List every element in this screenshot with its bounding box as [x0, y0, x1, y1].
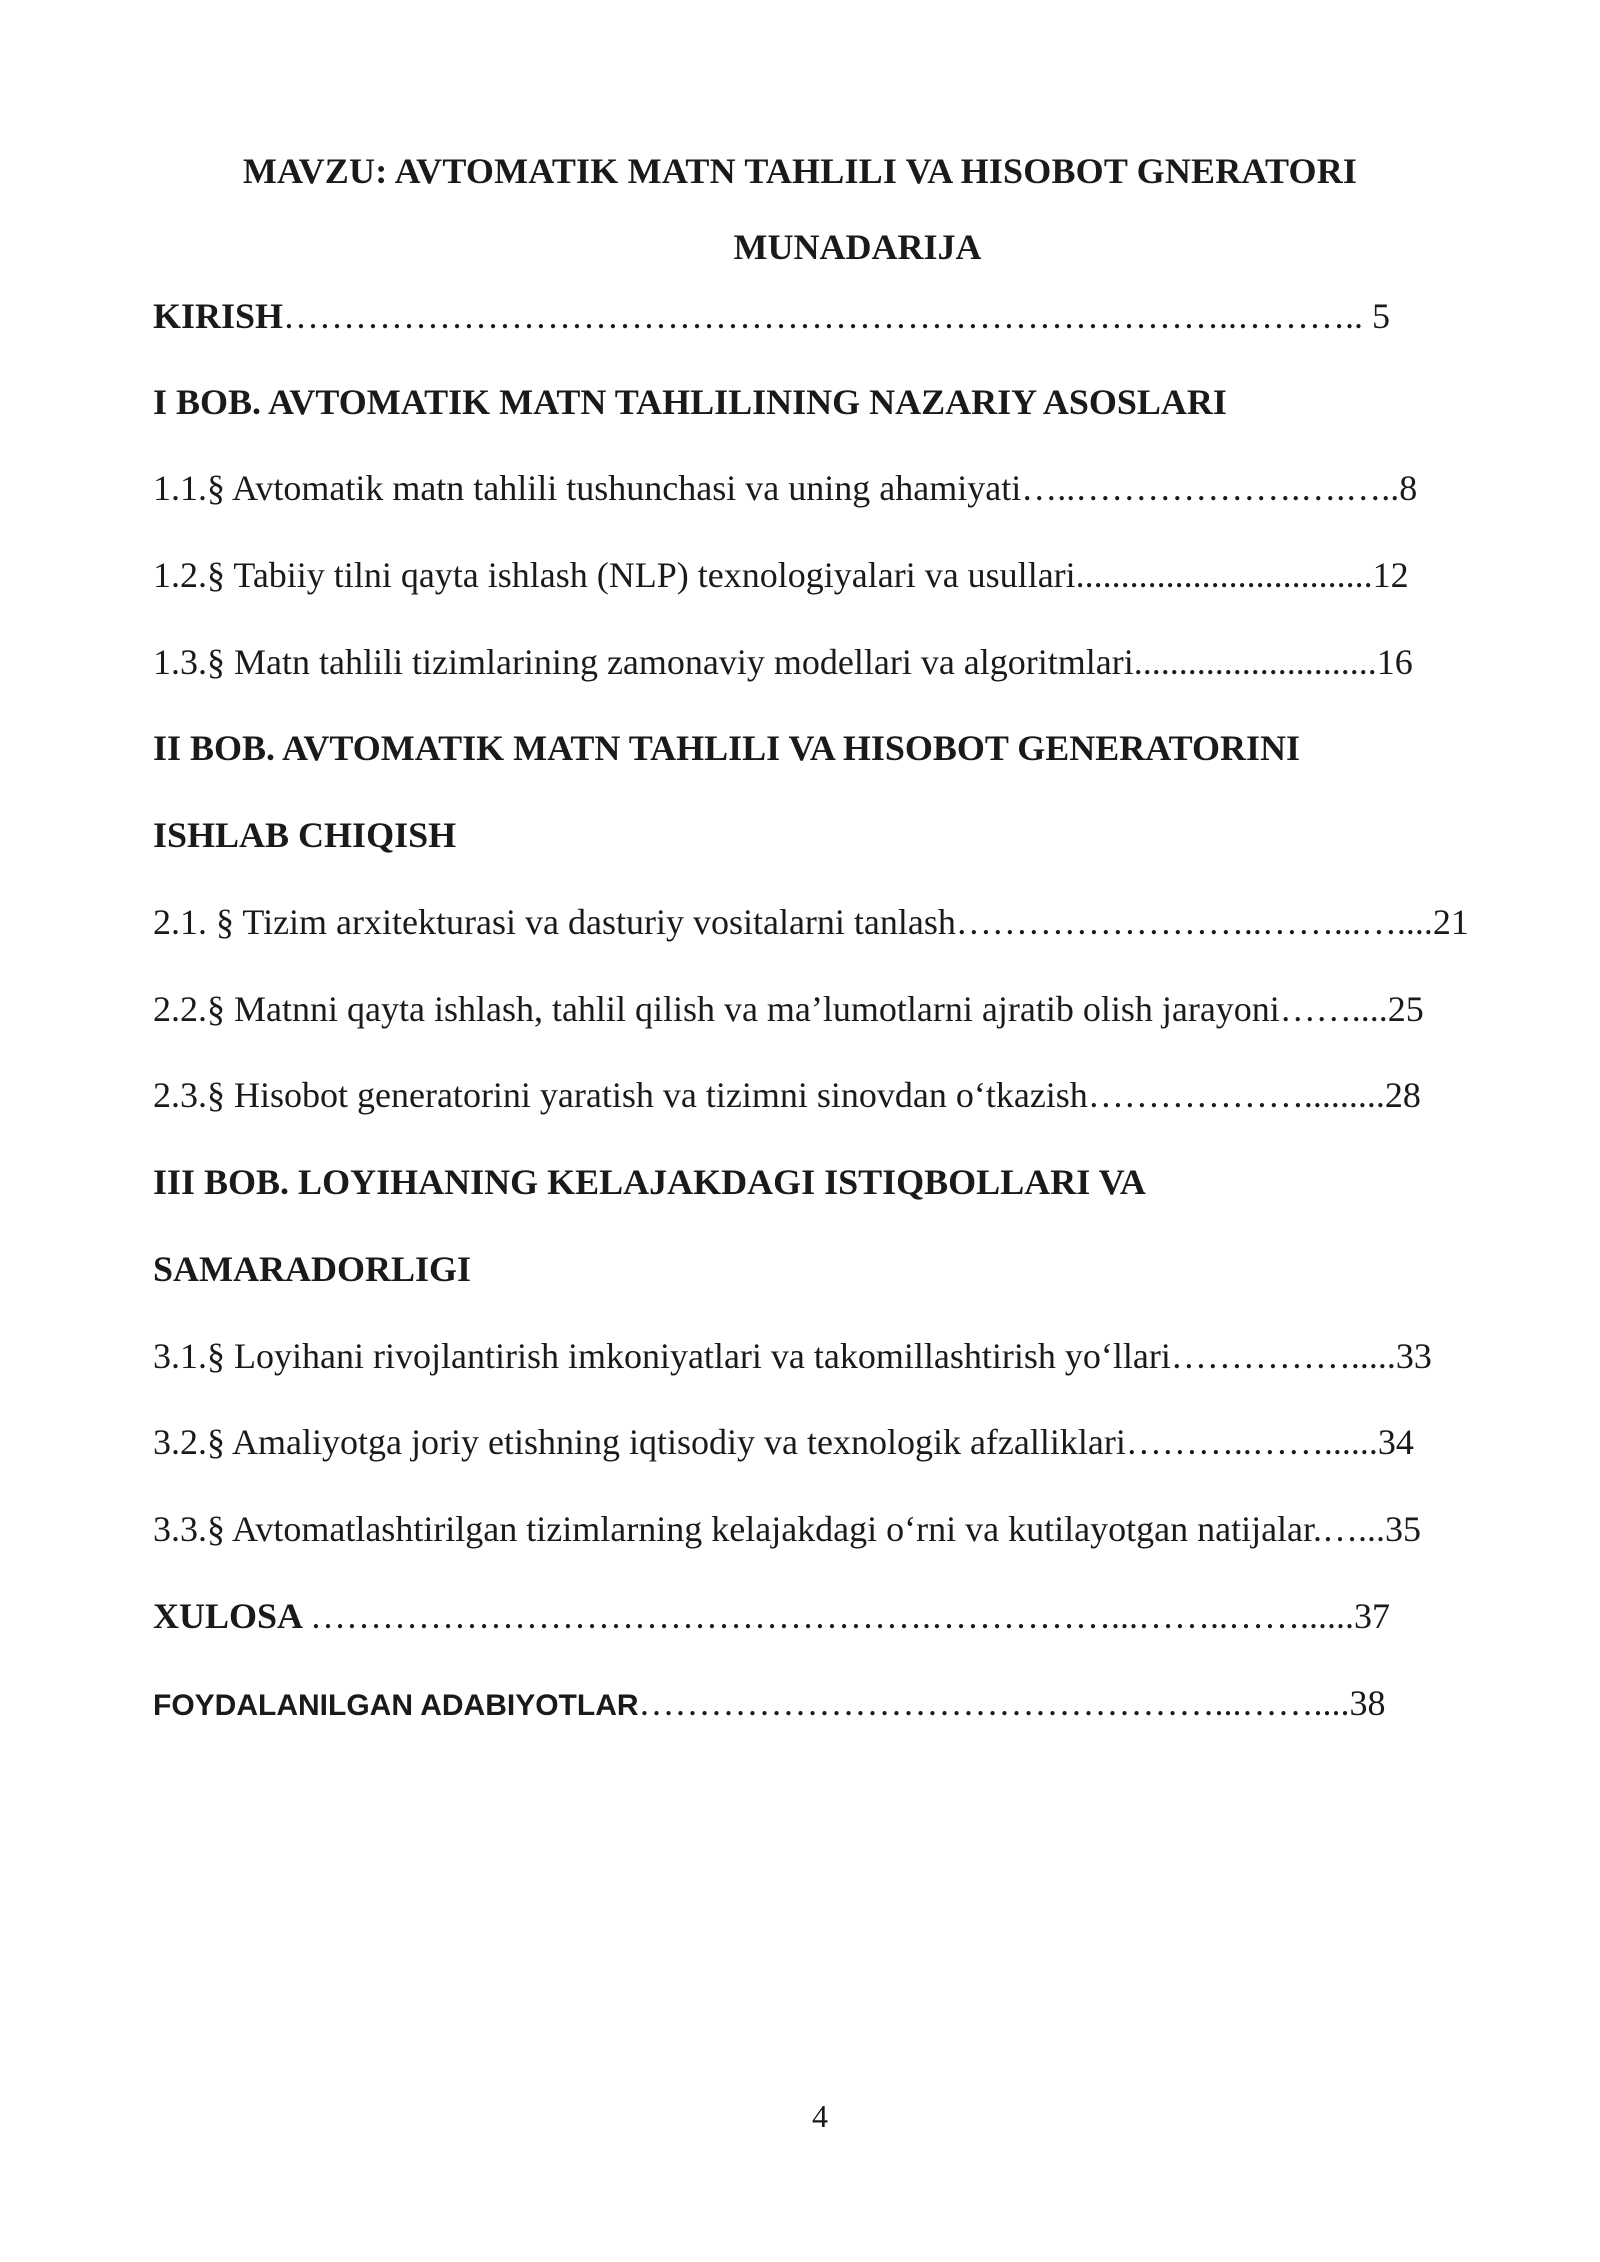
- toc-entry-1-2[interactable]: [153, 553, 1483, 597]
- toc-entry-label: 2.3.§ Hisobot generatorini yaratish va tizimni sinovdan o‘tkazish: [153, 1075, 1088, 1115]
- toc-entry-label: 1.3.§ Matn tahlili tizimlarining zamonaviy modellari va algoritmlari: [153, 642, 1134, 682]
- toc-page-number: 33: [1395, 1336, 1432, 1376]
- toc-page-number: 34: [1377, 1422, 1414, 1462]
- toc-page-number: 35: [1385, 1509, 1422, 1549]
- toc-entry-label: KIRISH: [153, 296, 284, 336]
- toc-leader-dots: …………….....: [1170, 1336, 1396, 1376]
- toc-entry-label: 2.1. § Tizim arxitekturasi va dasturiy vositalarni tanlash: [153, 902, 956, 942]
- toc-entry-label: SAMARADORLIGI: [153, 1249, 472, 1289]
- toc-page-number: 16: [1376, 642, 1413, 682]
- toc-entry-2-1[interactable]: [153, 900, 1483, 944]
- toc-entry-kirish[interactable]: [153, 294, 1483, 338]
- toc-leader-dots: …...: [1322, 1509, 1386, 1549]
- toc-entry-label: 2.2.§ Matnni qayta ishlash, tahlil qilish va ma’lumotlarni ajratib olish jarayoni: [153, 989, 1280, 1029]
- toc-leader-dots: ……………………..……...…....: [955, 902, 1433, 942]
- topic-title: MAVZU: AVTOMATIK MATN TAHLILI VA HISOBOT GNERATORI: [242, 151, 1358, 191]
- toc-leader-dots: ……………….........: [1087, 1075, 1385, 1115]
- toc-leader-dots: …………………………………………...……....: [638, 1683, 1350, 1723]
- toc-page-number: 12: [1372, 555, 1409, 595]
- toc-entry-label: XULOSA: [153, 1596, 311, 1636]
- toc-entry-label: 1.1.§ Avtomatik matn tahlili tushunchasi va uning ahamiyati: [153, 468, 1022, 508]
- toc-entry-label: III BOB. LOYIHANING KELAJAKDAGI ISTIQBOLLARI VA: [153, 1162, 1146, 1202]
- toc-page-number: 28: [1384, 1075, 1421, 1115]
- toc-entry-3-2[interactable]: [153, 1420, 1483, 1464]
- toc-page-number: 8: [1399, 468, 1418, 508]
- toc-page-number: 25: [1387, 989, 1424, 1029]
- toc-entry-label: 3.2.§ Amaliyotga joriy etishning iqtisodiy va texnologik afzalliklari: [153, 1422, 1126, 1462]
- toc-chapter-3-heading[interactable]: [153, 1160, 1483, 1204]
- toc-page-number: 37: [1354, 1596, 1391, 1636]
- toc-entry-label: FOYDALANILGAN ADABIYOTLAR: [153, 1689, 639, 1722]
- toc-heading: MUNADARIJA: [733, 227, 982, 267]
- toc-entry-label: 3.3.§ Avtomatlashtirilgan tizimlarning kelajakdagi o‘rni va kutilayotgan natijalar.: [153, 1509, 1323, 1549]
- toc-entry-label: 1.2.§ Tabiiy tilni qayta ishlash (NLP) texnologiyalari va usullari: [153, 555, 1076, 595]
- toc-entry-adabiyotlar[interactable]: [153, 1681, 1483, 1728]
- page-number: 4: [812, 2098, 828, 2134]
- toc-entry-3-3[interactable]: [153, 1507, 1483, 1551]
- toc-page-number: 5: [1372, 296, 1391, 336]
- toc-page-number: 21: [1432, 902, 1469, 942]
- toc-leader-dots: ...........................: [1133, 642, 1377, 682]
- toc-leader-dots: ………..……......: [1125, 1422, 1378, 1462]
- toc-leader-dots: …..……………….….…..: [1021, 468, 1400, 508]
- toc-entry-label: II BOB. AVTOMATIK MATN TAHLILI VA HISOBOT GENERATORINI: [153, 728, 1301, 768]
- toc-entry-2-2[interactable]: [153, 987, 1483, 1031]
- toc-chapter-2-heading[interactable]: [153, 726, 1483, 770]
- toc-entry-xulosa[interactable]: [153, 1594, 1483, 1638]
- toc-chapter-1-heading[interactable]: [153, 380, 1483, 424]
- toc-entry-label: ISHLAB CHIQISH: [153, 815, 457, 855]
- toc-page-number: 38: [1349, 1683, 1386, 1723]
- toc-leader-dots: .................................: [1075, 555, 1373, 595]
- toc-entry-label: 3.1.§ Loyihani rivojlantirish imkoniyatlari va takomillashtirish yo‘llari: [153, 1336, 1171, 1376]
- toc-entry-3-1[interactable]: [153, 1334, 1483, 1378]
- toc-leader-dots: ……....: [1279, 989, 1388, 1029]
- toc-chapter-2-heading-cont[interactable]: [153, 813, 1483, 857]
- toc-entry-1-1[interactable]: [153, 466, 1483, 510]
- toc-chapter-3-heading-cont[interactable]: [153, 1247, 1483, 1291]
- toc-leader-dots: …………………………………………….……………...……..……......: [310, 1596, 1355, 1636]
- toc-entry-2-3[interactable]: [153, 1073, 1483, 1117]
- toc-entry-1-3[interactable]: [153, 640, 1483, 684]
- toc-leader-dots: ……………………………………………………………………..………..: [283, 296, 1373, 336]
- toc-entry-label: I BOB. AVTOMATIK MATN TAHLILINING NAZARIY ASOSLARI: [153, 382, 1227, 422]
